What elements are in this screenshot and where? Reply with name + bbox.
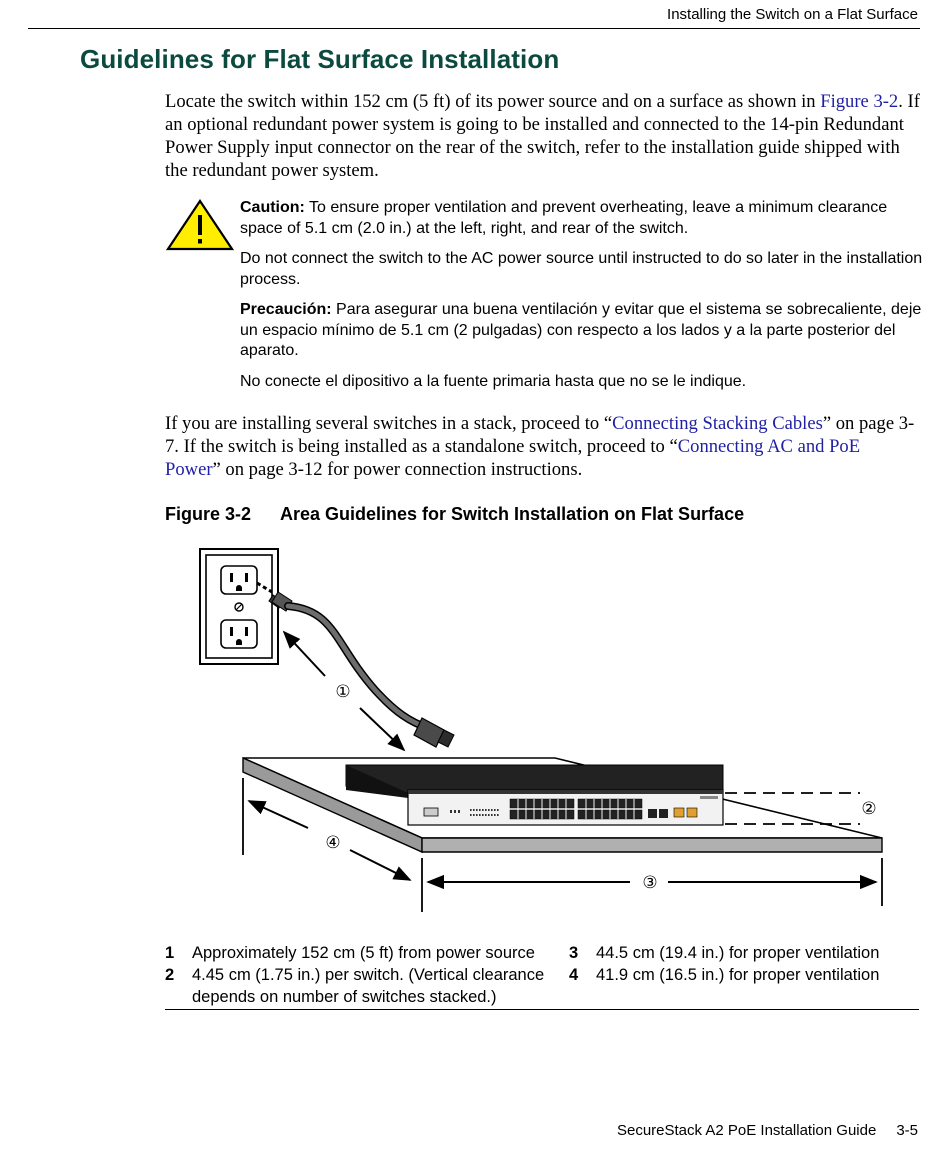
wall-outlet (200, 549, 278, 664)
intro-text-2: . If an optional redundant power system is going to be installed and connected to the 14-pin Redundant Power Supply input connector on the rear of the switch, refer to the installation guide shipped with the redundant power system. (165, 91, 920, 181)
legend-number: 2 (165, 966, 175, 984)
power-cord (257, 583, 454, 747)
legend-number: 1 (165, 944, 175, 962)
connecting-ac-poe-power-link[interactable]: Connecting AC and PoE Power (165, 436, 861, 480)
callout-2: ② (861, 799, 877, 819)
dimension-arrow-4a (249, 801, 308, 828)
intro-paragraph (165, 90, 920, 182)
page-footer (617, 1122, 918, 1139)
connecting-stacking-cables-link[interactable]: Connecting Stacking Cables (612, 413, 823, 434)
running-header: Installing the Switch on a Flat Surface (667, 6, 918, 23)
caution-en (240, 198, 925, 239)
callout-1: ① (335, 682, 351, 702)
caution-text: To ensure proper ventilation and prevent overheating, leave a minimum clearance space of 5.1 cm (2.0 in.) at the left, right, and rear of the switch. (240, 199, 888, 237)
dimension-arrow-4b (350, 850, 410, 880)
callout-3: ③ (642, 873, 658, 893)
legend-rule (165, 1009, 919, 1010)
intro-text-1: Locate the switch within 152 cm (5 ft) of its power source and on a surface as shown in (165, 91, 821, 112)
stacking-text-1: If you are installing several switches in a stack, proceed to “ (165, 413, 613, 434)
figure-title: Area Guidelines for Switch Installation on Flat Surface (280, 504, 745, 524)
legend-text: 4.45 cm (1.75 in.) per switch. (Vertical clearance depends on number of switches stacked.) (192, 966, 545, 1006)
callout-4: ④ (325, 833, 341, 853)
stacking-text-2: ” on page 3-7. If the switch is being installed as a standalone switch, proceed to “ (165, 413, 915, 457)
installation-diagram (160, 540, 930, 920)
caution-note-es: No conecte el dipositivo a la fuente primaria hasta que no se le indique. (240, 373, 747, 390)
precaucion-label: Precaución: (240, 301, 332, 318)
stacking-text-3: ” on page 3-12 for power connection instructions. (212, 459, 583, 480)
figure-3-2-link[interactable]: Figure 3-2 (820, 91, 899, 112)
figure-number: Figure 3-2 (165, 504, 252, 524)
page-number: 3-5 (896, 1122, 918, 1139)
warning-triangle-icon (166, 199, 234, 251)
dimension-arrow-1a (284, 632, 325, 676)
legend-text: Approximately 152 cm (5 ft) from power source (192, 944, 535, 962)
legend-number: 3 (569, 944, 579, 962)
legend-text: 41.9 cm (16.5 in.) for proper ventilation (596, 966, 880, 984)
legend-number: 4 (569, 966, 579, 984)
header-rule (28, 28, 920, 29)
caution-label: Caution: (240, 199, 305, 216)
precaucion-text: Para asegurar una buena ventilación y evitar que el sistema se sobrecaliente, deje un espacio mínimo de 5.1 cm (2 pulgadas) con respecto a los lados y a la parte posterior del aparato. (240, 301, 922, 359)
page-title: Guidelines for Flat Surface Installation (80, 44, 560, 74)
caution-es (240, 300, 925, 362)
caution-note-en: Do not connect the switch to the AC power source until instructed to do so later in the installation process. (240, 250, 923, 288)
footer-guide-title: SecureStack A2 PoE Installation Guide (616, 1122, 877, 1139)
stacking-paragraph (165, 412, 920, 481)
legend-text: 44.5 cm (19.4 in.) for proper ventilation (596, 944, 880, 962)
figure-caption (165, 504, 744, 525)
